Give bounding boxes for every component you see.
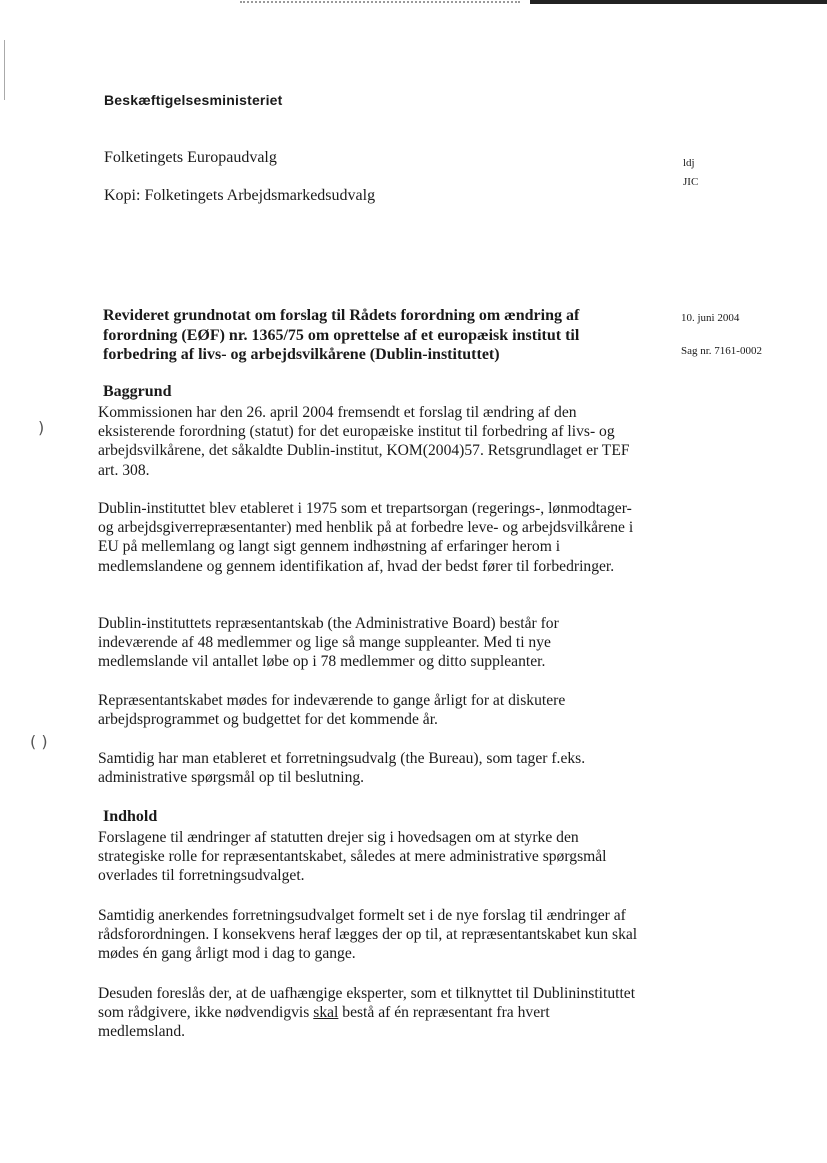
scan-left-edge-mark — [4, 40, 5, 100]
paragraph-text-start: Desuden foreslås der, at de uafhængige eksperter, som et tilknyttet til Dublininstituttet som rådgivere, ikke nødvendigvis — [98, 985, 636, 1022]
paragraph: Samtidig anerkendes forretningsudvalget formelt set i de nye forslag til ændringer af rådsforordningen. I konsekvens heraf lægges der op til, at repræsentantskabet kun skal mødes én gang årligt mod i dag to gange. — [98, 907, 638, 963]
initials-second: JIC — [683, 176, 699, 188]
paragraph: Forslagene til ændringer af statutten drejer sig i hovedsagen om at styrke den strategiske rolle for repræsentantskabet, således at mere administrative spørgsmål overlades til forretningsudvalget. — [98, 829, 607, 885]
case-number: Sag nr. 7161-0002 — [681, 345, 762, 357]
paragraph: Samtidig har man etableret et forretningsudvalg (the Bureau), som tager f.eks. administrative spørgsmål op til beslutning. — [98, 750, 586, 787]
recipient-copy: Kopi: Folketingets Arbejdsmarkedsudvalg — [104, 187, 376, 204]
paragraph-text-end: bestå af én repræsentant fra hvert medlemsland. — [98, 1004, 550, 1041]
recipient-primary: Folketingets Europaudvalg — [104, 149, 277, 166]
paragraph: Dublin-instituttets repræsentantskab (the Administrative Board) består for indeværende af 48 medlemmer og lige så mange suppleanter. Med ti nye medlemslande vil antallet løbe op i 78 medlemmer og ditto suppleanter. — [98, 615, 559, 671]
scan-margin-hole-mark: ( ) — [30, 732, 48, 751]
document-date: 10. juni 2004 — [681, 312, 740, 324]
scan-top-dotted-line — [240, 1, 520, 5]
scan-margin-mark: ) — [38, 418, 45, 437]
paragraph: Kommissionen har den 26. april 2004 fremsendt et forslag til ændring af den eksisterende forordning (statut) for det europæiske institut til forbedring af livs- og arbejdsvilkårene, det såkaldte Dublin-institut, KOM(2004)57. Retsgrundlaget er TEF art. 308. — [98, 404, 630, 479]
section-heading-content: Indhold — [103, 808, 158, 825]
ministry-name: Beskæftigelsesministeriet — [104, 92, 283, 108]
initials-first: ldj — [683, 157, 695, 169]
document-title: Revideret grundnotat om forslag til Rådets forordning om ændring af forordning (EØF) nr. 1365/75 om oprettelse af et europæisk institut til forbedring af livs- og arbejdsvilkårene (Dublin-instituttet) — [103, 307, 580, 363]
paragraph: Dublin-instituttet blev etableret i 1975 som et trepartsorgan (regerings-, lønmodtager- og arbejdsgiverrepræsentanter) med henblik på at forbedre leve- og arbejdsvilkårene i EU på mellemlang og langt sigt gennem indhøstning af erfaringer herom i medlemslandene og gennem identifikation af, hvad der bedst fører til forbedringer. — [98, 500, 634, 575]
scan-top-rule — [530, 0, 827, 4]
paragraph-experts — [98, 984, 638, 1042]
underlined-emphasis: skal — [313, 1004, 339, 1022]
section-heading-background: Baggrund — [103, 383, 172, 400]
paragraph: Repræsentantskabet mødes for indeværende to gange årligt for at diskutere arbejdsprogrammet og budgettet for det kommende år. — [98, 692, 566, 729]
